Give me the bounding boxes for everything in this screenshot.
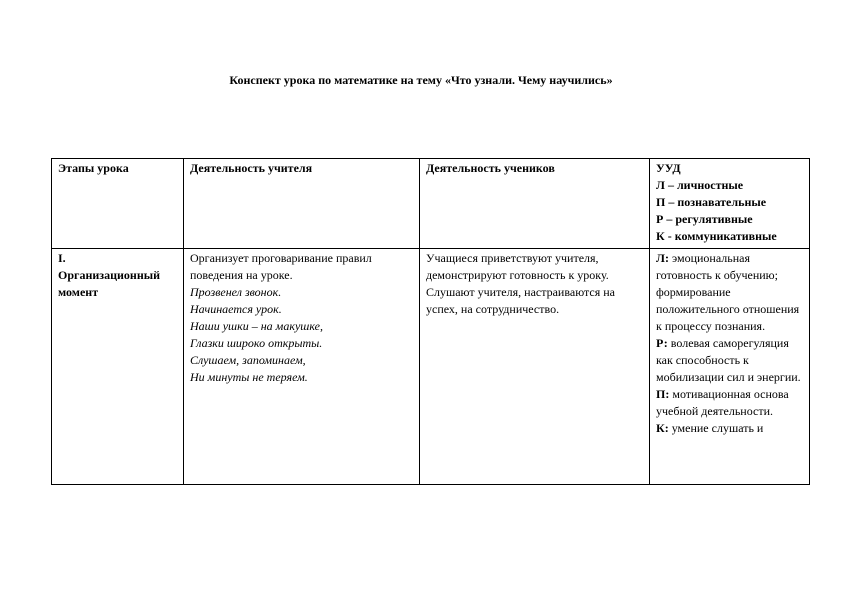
stage-cell — [52, 249, 184, 485]
uud-legend-item: К - коммуникативные — [656, 229, 777, 243]
uud-text: волевая саморегуляция как способность к мобилизации сил и энергии. — [656, 336, 801, 384]
uud-text: эмоциональная готовность к обучению; формирование положительного отношения к процессу познания. — [656, 251, 800, 333]
uud-label: Р: — [656, 336, 668, 350]
table-row — [52, 249, 810, 485]
poem-line: Наши ушки – на макушке, — [190, 319, 323, 333]
uud-legend-item: П – познавательные — [656, 195, 767, 209]
uud-entry — [656, 386, 803, 420]
teacher-text: Организует проговаривание правил поведения на уроке. — [190, 251, 372, 282]
uud-legend-item: Л – личностные — [656, 178, 744, 192]
stage-name: Организационный момент — [58, 268, 161, 299]
uud-label: Л: — [656, 251, 669, 265]
uud-cell — [650, 249, 810, 485]
header-stages: Этапы урока — [52, 159, 184, 249]
uud-title: УУД — [656, 161, 681, 175]
uud-legend-item: Р – регулятивные — [656, 212, 753, 226]
lesson-table — [51, 158, 810, 485]
uud-entry — [656, 335, 803, 386]
uud-text: мотивационная основа учебной деятельности. — [656, 387, 789, 418]
teacher-cell — [184, 249, 420, 485]
header-students: Деятельность учеников — [420, 159, 650, 249]
poem-line: Слушаем, запоминаем, — [190, 353, 306, 367]
table-header-row — [52, 159, 810, 249]
document-title: Конспект урока по математике на тему «Что узнали. Чему научились» — [229, 73, 613, 87]
uud-text: умение слушать и — [668, 421, 764, 435]
poem-line: Ни минуты не теряем. — [190, 370, 308, 384]
poem-line: Начинается урок. — [190, 302, 282, 316]
stage-number: I. — [58, 251, 66, 265]
uud-entry — [656, 250, 803, 335]
poem-line: Глазки широко открыты. — [190, 336, 323, 350]
students-cell — [420, 249, 650, 485]
uud-label: П: — [656, 387, 670, 401]
header-uud — [650, 159, 810, 249]
header-teacher: Деятельность учителя — [184, 159, 420, 249]
students-text: Учащиеся приветствуют учителя, демонстрируют готовность к уроку. Слушают учителя, настраиваются на успех, на сотрудничество. — [426, 251, 615, 316]
uud-entry — [656, 420, 803, 437]
poem-line: Прозвенел звонок. — [190, 285, 282, 299]
uud-label: К: — [656, 421, 669, 435]
